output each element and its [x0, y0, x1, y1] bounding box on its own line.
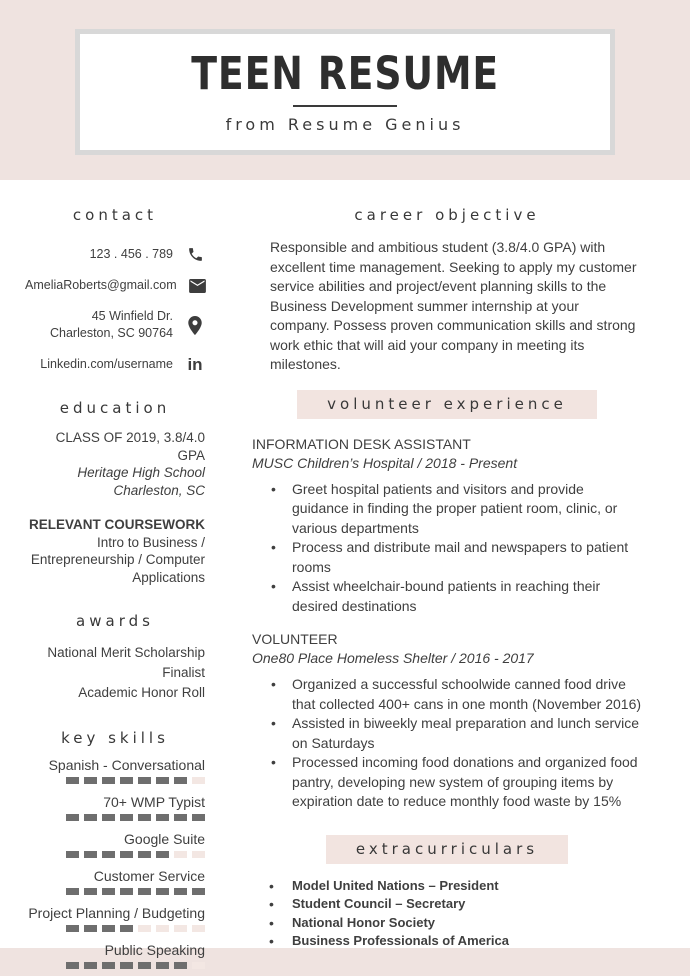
bullet-item: • Assist wheelchair-bound patients in reaching their desired destinations [252, 577, 642, 616]
skill-bar-segment [156, 814, 169, 821]
bullet-item: • Greet hospital patients and visitors and provide guidance in finding the proper patient room, clinic, or various departments [252, 480, 642, 539]
skill-item [25, 831, 205, 858]
coursework-line: Applications [132, 569, 205, 585]
skill-bar-segment [192, 814, 205, 821]
education-location: Charleston, SC [113, 482, 205, 498]
skill-item [25, 905, 205, 932]
bullet-list [252, 480, 642, 617]
contact-address-line1: 45 Winfield Dr. [91, 309, 173, 323]
skill-bar-segment [120, 925, 133, 932]
skill-bar-segment [120, 814, 133, 821]
skill-item [25, 868, 205, 895]
skill-bar-segment [192, 777, 205, 784]
contact-row-phone [25, 246, 205, 263]
skill-bar-segment [120, 888, 133, 895]
education-section [25, 429, 205, 586]
contact-linkedin-value: Linkedin.com/username [40, 357, 173, 371]
linkedin-icon: in [187, 355, 203, 374]
skill-item [25, 794, 205, 821]
skill-label: 70+ WMP Typist [103, 794, 205, 810]
skill-bar-segment [174, 851, 187, 858]
extracurricular-item: • Business Professionals of America [252, 932, 642, 951]
extracurriculars-heading: extracurriculars [355, 839, 539, 858]
skill-bar-segment [192, 888, 205, 895]
skill-label: Google Suite [124, 831, 205, 847]
bullet-item: • Assisted in biweekly meal preparation and lunch service on Saturdays [252, 714, 642, 753]
skill-bar-segment [84, 888, 97, 895]
entry-subtitle: One80 Place Homeless Shelter / 2016 - 2017 [252, 650, 534, 666]
skill-bar-segment [84, 777, 97, 784]
skill-bar-segment [192, 925, 205, 932]
skill-bar-segment [138, 777, 151, 784]
skill-bar [25, 777, 205, 784]
volunteer-entry [252, 630, 642, 812]
skill-bar-segment [174, 888, 187, 895]
skill-bar-segment [156, 777, 169, 784]
coursework-line: Entrepreneurship / Computer [30, 552, 205, 567]
skill-bar-segment [102, 888, 115, 895]
extracurricular-item: • Student Council – Secretary [252, 895, 642, 914]
award-item: National Merit Scholarship Finalist [47, 645, 205, 680]
education-school: Heritage High School [77, 465, 205, 480]
skill-bar-segment [138, 925, 151, 932]
education-class-line: CLASS OF 2019, 3.8/4.0 GPA [55, 430, 205, 463]
bullet-item: • Process and distribute mail and newspapers to patient rooms [252, 538, 642, 577]
skill-bar-segment [84, 814, 97, 821]
coursework-heading: RELEVANT COURSEWORK [28, 517, 205, 532]
skill-bar-segment [138, 888, 151, 895]
page-title: TEEN RESUME [191, 46, 499, 100]
contact-list [25, 246, 205, 373]
skill-bar-segment [84, 925, 97, 932]
awards-section [25, 643, 205, 703]
skill-item [25, 757, 205, 784]
contact-address-line2: Charleston, SC 90764 [50, 326, 173, 340]
volunteer-experience-heading: volunteer experience [327, 394, 567, 413]
page-subtitle: from Resume Genius [225, 114, 465, 134]
skill-bar [25, 851, 205, 858]
skill-bar-segment [66, 925, 79, 932]
skill-bar-segment [102, 925, 115, 932]
skill-label: Customer Service [93, 868, 205, 884]
contact-phone-value: 123 . 456 . 789 [89, 247, 173, 261]
skill-label: Public Speaking [104, 942, 205, 958]
contact-row-email [25, 277, 205, 294]
extracurricular-item: • Model United Nations – President [252, 877, 642, 896]
skill-bar-segment [192, 851, 205, 858]
skill-bar-segment [66, 777, 79, 784]
contact-email-value: AmeliaRoberts@gmail.com [25, 278, 177, 292]
sidebar [25, 180, 205, 976]
main-column [252, 180, 642, 951]
skill-bar-segment [174, 925, 187, 932]
skill-bar [25, 925, 205, 932]
location-pin-icon [185, 316, 205, 335]
skill-bar [25, 888, 205, 895]
skill-bar-segment [120, 962, 133, 969]
skill-bar-segment [174, 777, 187, 784]
volunteer-experience-band [297, 390, 597, 419]
skill-bar-segment [102, 962, 115, 969]
education-heading: education [59, 399, 171, 417]
resume-body [0, 180, 690, 958]
bullet-item: • Processed incoming food donations and organized food pantry, developing new system of grouping items by expiration date to reduce monthly food waste by 15% [252, 753, 642, 812]
contact-address-value [25, 308, 173, 342]
skills-section [25, 757, 205, 969]
bullet-item: • Organized a successful schoolwide canned food drive that collected 400+ cans in one month (November 2016) [252, 675, 642, 714]
career-objective-heading: career objective [354, 206, 540, 224]
skill-bar [25, 814, 205, 821]
extracurriculars-band [326, 835, 568, 864]
skill-bar-segment [102, 777, 115, 784]
skill-bar-segment [84, 962, 97, 969]
skill-item [25, 942, 205, 969]
skill-bar-segment [156, 925, 169, 932]
skill-bar-segment [156, 851, 169, 858]
skill-bar-segment [138, 962, 151, 969]
contact-heading: contact [72, 206, 158, 224]
skill-bar-segment [138, 814, 151, 821]
extracurriculars-list [252, 877, 642, 951]
entry-title: VOLUNTEER [252, 631, 338, 647]
skill-bar-segment [66, 851, 79, 858]
skill-bar-segment [66, 814, 79, 821]
skill-bar-segment [156, 888, 169, 895]
skill-bar-segment [174, 814, 187, 821]
key-skills-heading: key skills [61, 729, 169, 747]
coursework-line: Intro to Business / [96, 534, 205, 550]
skill-bar-segment [66, 888, 79, 895]
extracurricular-item: • National Honor Society [252, 914, 642, 933]
skill-bar-segment [120, 777, 133, 784]
skill-bar-segment [192, 962, 205, 969]
awards-heading: awards [76, 612, 154, 630]
skill-bar-segment [156, 962, 169, 969]
skill-bar-segment [138, 851, 151, 858]
envelope-icon [189, 279, 206, 293]
skill-bar-segment [174, 962, 187, 969]
contact-row-linkedin [25, 356, 205, 373]
entry-subtitle: MUSC Children’s Hospital / 2018 - Present [252, 454, 518, 471]
skill-bar-segment [120, 851, 133, 858]
bullet-list [252, 675, 642, 812]
header-box [75, 29, 615, 155]
skill-bar-segment [102, 814, 115, 821]
entry-title: INFORMATION DESK ASSISTANT [252, 435, 471, 452]
award-item: Academic Honor Roll [78, 685, 205, 700]
skill-bar-segment [102, 851, 115, 858]
skill-bar-segment [84, 851, 97, 858]
skill-bar [25, 962, 205, 969]
skill-bar-segment [66, 962, 79, 969]
volunteer-entry [252, 435, 642, 617]
phone-icon [185, 246, 205, 263]
title-divider [293, 105, 397, 107]
career-objective-text: Responsible and ambitious student (3.8/4.0 GPA) with excellent time management. Seeking to apply my customer service abilities and project/event planning skills to the Business Development summer internship at your company. Possess proven communication skills and strong work ethic that will aid your company in meeting its milestones. [270, 239, 637, 372]
skill-label: Spanish - Conversational [48, 757, 205, 773]
contact-row-address [25, 308, 205, 342]
skill-label: Project Planning / Budgeting [28, 905, 205, 921]
